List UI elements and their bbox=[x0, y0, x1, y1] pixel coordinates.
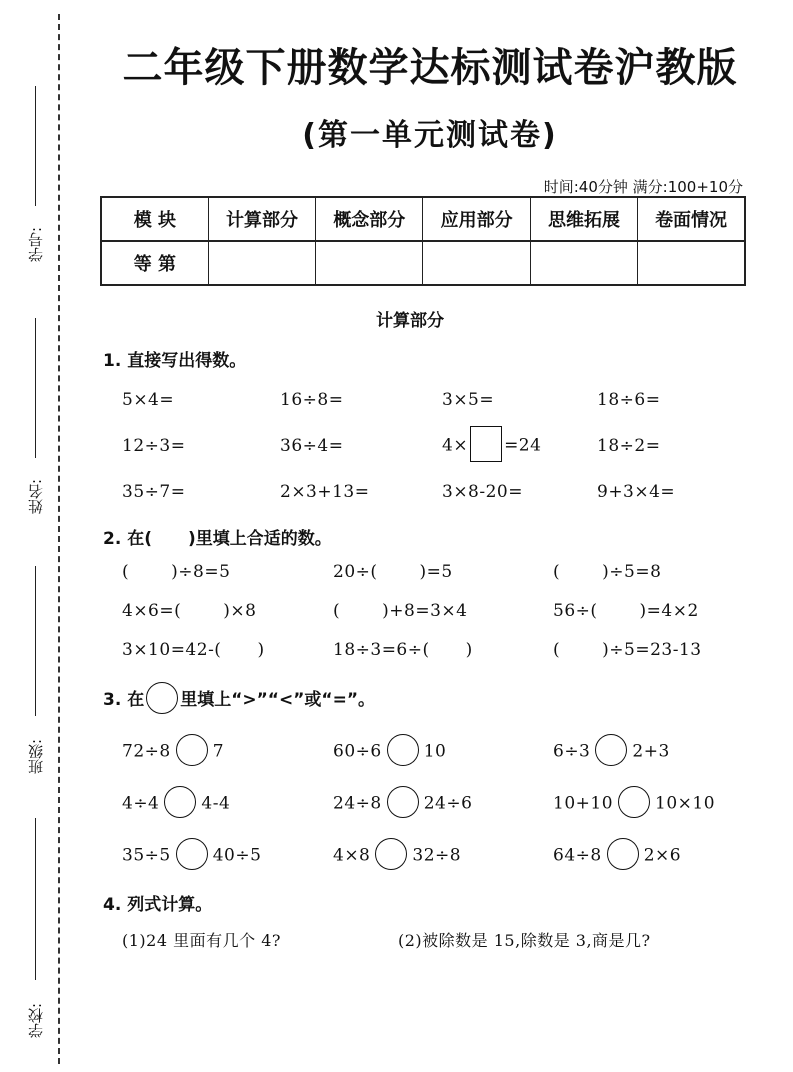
compare-circle[interactable] bbox=[176, 734, 208, 766]
school-line bbox=[35, 818, 36, 980]
class-line bbox=[35, 566, 36, 716]
answer-box[interactable] bbox=[470, 426, 502, 462]
q3-left: 24÷8 bbox=[333, 793, 382, 814]
name-label: 姓名: bbox=[27, 478, 45, 514]
q1-box-left: 4× bbox=[442, 435, 469, 456]
q3-left: 4×8 bbox=[333, 845, 371, 866]
q2-part: ( bbox=[333, 601, 341, 621]
score-header-cell: 模 块 bbox=[101, 197, 208, 241]
q1-item: 18÷2= bbox=[597, 436, 661, 456]
q2-part: 18÷3=6÷( bbox=[333, 640, 430, 660]
class-label: 班级: bbox=[27, 738, 45, 774]
q3-left: 6÷3 bbox=[553, 741, 591, 762]
q4-item-1: (1)24 里面有几个 4? bbox=[122, 931, 281, 950]
q2-part: ( bbox=[553, 562, 561, 582]
grade-cell[interactable] bbox=[208, 241, 315, 285]
compare-circle[interactable] bbox=[618, 786, 650, 818]
q2-part: )+8=3×4 bbox=[382, 601, 468, 621]
q1-item: 12÷3= bbox=[122, 436, 186, 456]
grade-cell[interactable] bbox=[316, 241, 423, 285]
compare-circle[interactable] bbox=[164, 786, 196, 818]
q2-item bbox=[122, 601, 256, 621]
q2-part: 3×10=42-( bbox=[122, 640, 222, 660]
q3-item bbox=[553, 788, 715, 820]
q3-left: 72÷8 bbox=[122, 741, 171, 762]
q1-item: 36÷4= bbox=[280, 436, 344, 456]
q3-item bbox=[333, 736, 446, 768]
student-no-label: 学号: bbox=[27, 226, 45, 262]
q3-right: 10×10 bbox=[655, 793, 716, 814]
q2-part: ( bbox=[122, 562, 130, 582]
q2-item bbox=[333, 601, 467, 621]
q1-item: 3×5= bbox=[442, 390, 495, 410]
compare-circle[interactable] bbox=[387, 734, 419, 766]
q3-right: 4-4 bbox=[201, 793, 231, 814]
q3-item bbox=[553, 840, 681, 872]
q3-left: 60÷6 bbox=[333, 741, 382, 762]
q2-item bbox=[553, 640, 702, 660]
q3-item bbox=[553, 736, 670, 768]
q3-left: 10+10 bbox=[553, 793, 614, 814]
q2-part: 4×6=( bbox=[122, 601, 182, 621]
score-header-cell: 卷面情况 bbox=[638, 197, 745, 241]
page-title: 二年级下册数学达标测试卷沪教版 bbox=[122, 45, 738, 91]
q2-part: )÷5=8 bbox=[602, 562, 662, 582]
student-no-line bbox=[35, 86, 36, 206]
q2-part: 56÷( bbox=[553, 601, 598, 621]
page-subtitle: (第一单元测试卷) bbox=[302, 118, 558, 153]
compare-circle[interactable] bbox=[595, 734, 627, 766]
score-table-header-row bbox=[101, 197, 745, 241]
score-header-cell: 计算部分 bbox=[208, 197, 315, 241]
side-field-student-no bbox=[18, 86, 54, 276]
q2-item bbox=[553, 601, 699, 621]
q1-item: 5×4= bbox=[122, 390, 175, 410]
circle-icon bbox=[146, 682, 178, 714]
grade-cell[interactable] bbox=[423, 241, 530, 285]
q1-item: 18÷6= bbox=[597, 390, 661, 410]
q4-title: 4. 列式计算。 bbox=[103, 895, 213, 915]
q1-item: 35÷7= bbox=[122, 482, 186, 502]
q3-right: 2×6 bbox=[643, 845, 682, 866]
q3-title-b: 里填上“>”“<”或“=”。 bbox=[180, 690, 375, 710]
grade-cell[interactable] bbox=[638, 241, 745, 285]
q2-item bbox=[333, 562, 453, 582]
score-table bbox=[100, 196, 746, 286]
q3-title-a: 3. 在 bbox=[103, 690, 145, 710]
q3-right: 10 bbox=[423, 741, 447, 762]
q2-part: 20÷( bbox=[333, 562, 378, 582]
q2-title-a: 2. 在( bbox=[103, 529, 152, 549]
q2-item bbox=[122, 640, 265, 660]
q3-item bbox=[333, 788, 472, 820]
q2-part: ( bbox=[553, 640, 561, 660]
section-title: 计算部分 bbox=[376, 311, 444, 331]
score-header-cell: 应用部分 bbox=[423, 197, 530, 241]
q2-title-b: )里填上合适的数。 bbox=[187, 529, 332, 549]
side-field-school bbox=[18, 818, 54, 1048]
binding-dashed-line bbox=[58, 14, 60, 1064]
q2-part: )=4×2 bbox=[639, 601, 699, 621]
q3-right: 24÷6 bbox=[423, 793, 473, 814]
score-header-cell: 概念部分 bbox=[316, 197, 423, 241]
time-info: 时间:40分钟 满分:100+10分 bbox=[543, 178, 743, 196]
q3-item bbox=[333, 840, 461, 872]
q1-box-right: =24 bbox=[504, 435, 542, 456]
q2-part: ) bbox=[465, 640, 473, 660]
q3-item bbox=[122, 788, 230, 820]
compare-circle[interactable] bbox=[387, 786, 419, 818]
q3-right: 2+3 bbox=[632, 741, 670, 762]
q2-title bbox=[103, 524, 332, 549]
q3-left: 64÷8 bbox=[553, 845, 602, 866]
q2-item bbox=[122, 562, 230, 582]
q3-item bbox=[122, 736, 224, 768]
compare-circle[interactable] bbox=[375, 838, 407, 870]
score-table-grade-row bbox=[101, 241, 745, 285]
q3-left: 4÷4 bbox=[122, 793, 160, 814]
q3-left: 35÷5 bbox=[122, 845, 171, 866]
q1-item: 2×3+13= bbox=[280, 482, 370, 502]
grade-row-label: 等 第 bbox=[101, 241, 208, 285]
name-line bbox=[35, 318, 36, 458]
q2-item bbox=[333, 640, 473, 660]
q2-part: )÷5=23-13 bbox=[602, 640, 702, 660]
q1-title: 1. 直接写出得数。 bbox=[103, 351, 247, 371]
q2-item bbox=[553, 562, 661, 582]
q4-item-2: (2)被除数是 15,除数是 3,商是几? bbox=[398, 931, 651, 950]
grade-cell[interactable] bbox=[530, 241, 637, 285]
q1-item: 3×8-20= bbox=[442, 482, 523, 502]
compare-circle[interactable] bbox=[607, 838, 639, 870]
q3-title bbox=[103, 684, 375, 716]
q2-part: )×8 bbox=[223, 601, 257, 621]
q1-box-item bbox=[442, 428, 541, 464]
q3-right: 7 bbox=[212, 741, 225, 762]
school-label: 学校: bbox=[27, 1002, 45, 1038]
q1-item: 9+3×4= bbox=[597, 482, 676, 502]
score-header-cell: 思维拓展 bbox=[530, 197, 637, 241]
side-field-name bbox=[18, 318, 54, 518]
q3-right: 32÷8 bbox=[412, 845, 462, 866]
q2-part: )=5 bbox=[419, 562, 453, 582]
q3-item bbox=[122, 840, 261, 872]
q1-item: 16÷8= bbox=[280, 390, 344, 410]
compare-circle[interactable] bbox=[176, 838, 208, 870]
q3-right: 40÷5 bbox=[212, 845, 262, 866]
side-field-class bbox=[18, 566, 54, 786]
q2-part: ) bbox=[257, 640, 265, 660]
q2-part: )÷8=5 bbox=[171, 562, 231, 582]
